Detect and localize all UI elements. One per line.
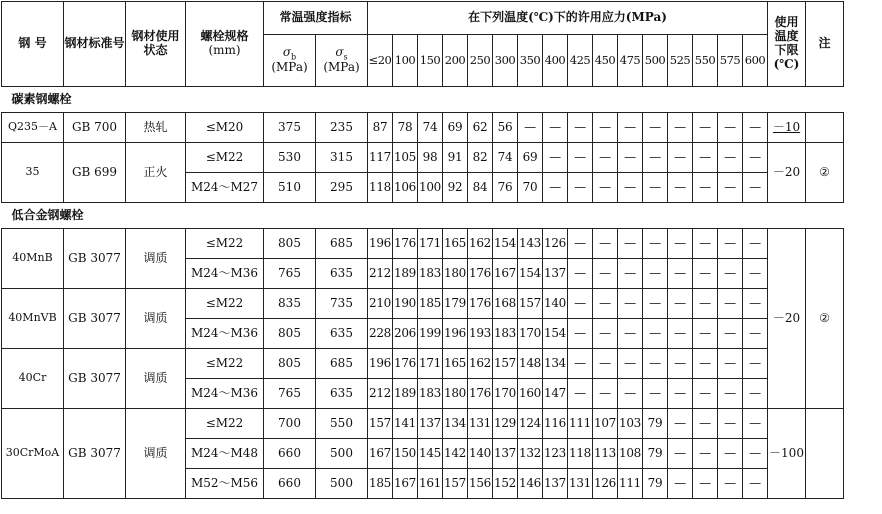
cell-stress: — — [668, 439, 693, 469]
cell-stress: — — [668, 319, 693, 349]
cell-bolt-spec: ≤M22 — [186, 289, 264, 319]
cell-stress: 146 — [518, 469, 543, 499]
cell-stress: 160 — [518, 379, 543, 409]
cell-sigma-b: 375 — [264, 113, 316, 143]
cell-stress: 212 — [368, 379, 393, 409]
cell-stress: — — [568, 379, 593, 409]
cell-sigma-s: 235 — [316, 113, 368, 143]
cell-stress: — — [668, 229, 693, 259]
cell-stress: — — [668, 113, 693, 143]
cell-min-temp: －20 — [768, 143, 806, 203]
cell-stress: — — [618, 229, 643, 259]
cell-sigma-b: 660 — [264, 439, 316, 469]
cell-stress: 137 — [543, 469, 568, 499]
sigma-s-subscript: s — [343, 52, 348, 62]
cell-sigma-b: 805 — [264, 229, 316, 259]
cell-stress: 157 — [368, 409, 393, 439]
cell-stress: 180 — [443, 259, 468, 289]
cell-stress: 137 — [543, 259, 568, 289]
cell-stress: — — [743, 113, 768, 143]
cell-stress: — — [668, 409, 693, 439]
cell-stress: 137 — [493, 439, 518, 469]
header-sigma-s — [316, 35, 368, 87]
cell-stress: — — [743, 469, 768, 499]
cell-stress: 103 — [618, 409, 643, 439]
cell-min-temp: －10 — [768, 113, 806, 143]
cell-stress: — — [718, 113, 743, 143]
cell-stress: — — [718, 259, 743, 289]
cell-sigma-b: 805 — [264, 349, 316, 379]
cell-stress: 145 — [418, 439, 443, 469]
cell-stress: 92 — [443, 173, 468, 203]
cell-stress: 196 — [443, 319, 468, 349]
cell-stress: 111 — [568, 409, 593, 439]
cell-stress: 185 — [368, 469, 393, 499]
cell-stress: 176 — [393, 229, 418, 259]
cell-sigma-b: 765 — [264, 379, 316, 409]
cell-stress: — — [643, 229, 668, 259]
cell-stress: 79 — [643, 409, 668, 439]
table-row — [2, 113, 844, 143]
table-row — [2, 229, 844, 259]
cell-stress: — — [568, 289, 593, 319]
header-sigma-b — [264, 35, 316, 87]
cell-stress: 212 — [368, 259, 393, 289]
cell-stress: 150 — [393, 439, 418, 469]
cell-stress: 126 — [543, 229, 568, 259]
cell-stress: 171 — [418, 229, 443, 259]
cell-sigma-b: 700 — [264, 409, 316, 439]
cell-stress: 157 — [518, 289, 543, 319]
cell-condition: 正火 — [126, 143, 186, 203]
cell-stress: 100 — [418, 173, 443, 203]
cell-stress: — — [693, 173, 718, 203]
cell-stress: 179 — [443, 289, 468, 319]
bolt-allowable-stress-table — [1, 1, 844, 499]
cell-stress: — — [593, 143, 618, 173]
cell-stress: — — [593, 349, 618, 379]
cell-stress: — — [643, 113, 668, 143]
header-temp: 300 — [493, 35, 518, 87]
cell-stress: 199 — [418, 319, 443, 349]
cell-stress: — — [618, 173, 643, 203]
header-bolt-spec-unit: (mm) — [208, 43, 241, 57]
cell-stress: 189 — [393, 379, 418, 409]
header-temp: 525 — [668, 35, 693, 87]
cell-standard: GB 3077 — [64, 349, 126, 409]
cell-stress: — — [693, 319, 718, 349]
cell-stress: — — [568, 173, 593, 203]
cell-grade: Q235－A — [2, 113, 64, 143]
cell-stress: 189 — [393, 259, 418, 289]
cell-note: ② — [806, 143, 844, 203]
cell-stress: 69 — [518, 143, 543, 173]
cell-stress: 161 — [418, 469, 443, 499]
cell-stress: — — [693, 379, 718, 409]
cell-stress: — — [568, 349, 593, 379]
cell-stress: — — [593, 173, 618, 203]
cell-stress: — — [668, 349, 693, 379]
cell-sigma-b: 510 — [264, 173, 316, 203]
cell-stress: — — [593, 319, 618, 349]
header-condition: 钢材使用状态 — [126, 2, 186, 87]
header-temp: 450 — [593, 35, 618, 87]
header-strength-group: 常温强度指标 — [264, 2, 368, 35]
cell-stress: — — [693, 349, 718, 379]
cell-sigma-s: 635 — [316, 259, 368, 289]
cell-stress: — — [743, 409, 768, 439]
sigma-b-unit: (MPa) — [271, 60, 308, 75]
cell-stress: — — [643, 379, 668, 409]
cell-stress: — — [718, 319, 743, 349]
cell-stress: 196 — [368, 229, 393, 259]
sigma-b-symbol: σ — [282, 44, 292, 59]
cell-standard: GB 700 — [64, 113, 126, 143]
cell-stress: — — [743, 319, 768, 349]
cell-stress: 111 — [618, 469, 643, 499]
cell-stress: 106 — [393, 173, 418, 203]
cell-grade: 30CrMoA — [2, 409, 64, 499]
cell-sigma-s: 635 — [316, 319, 368, 349]
cell-stress: 180 — [443, 379, 468, 409]
cell-stress: 98 — [418, 143, 443, 173]
cell-stress: 79 — [643, 439, 668, 469]
cell-stress: — — [668, 143, 693, 173]
cell-stress: — — [668, 379, 693, 409]
cell-stress: — — [693, 439, 718, 469]
cell-stress: 147 — [543, 379, 568, 409]
cell-stress: 228 — [368, 319, 393, 349]
header-temp: 150 — [418, 35, 443, 87]
cell-stress: 143 — [518, 229, 543, 259]
cell-stress: — — [593, 289, 618, 319]
header-temp: 250 — [468, 35, 493, 87]
cell-sigma-s: 500 — [316, 469, 368, 499]
cell-sigma-b: 835 — [264, 289, 316, 319]
header-temp: 550 — [693, 35, 718, 87]
cell-stress: — — [643, 289, 668, 319]
cell-min-temp: －100 — [768, 409, 806, 499]
cell-stress: — — [743, 173, 768, 203]
cell-sigma-s: 315 — [316, 143, 368, 173]
cell-stress: 131 — [468, 409, 493, 439]
cell-bolt-spec: ≤M22 — [186, 229, 264, 259]
cell-stress: 84 — [468, 173, 493, 203]
cell-sigma-b: 765 — [264, 259, 316, 289]
cell-stress: 176 — [468, 259, 493, 289]
cell-bolt-spec: M24～M36 — [186, 319, 264, 349]
header-temp: 400 — [543, 35, 568, 87]
cell-bolt-spec: M24～M48 — [186, 439, 264, 469]
cell-stress: 185 — [418, 289, 443, 319]
cell-stress: 117 — [368, 143, 393, 173]
header-bolt-spec — [186, 2, 264, 87]
cell-stress: 183 — [418, 259, 443, 289]
cell-stress: — — [568, 229, 593, 259]
cell-stress: — — [568, 319, 593, 349]
cell-bolt-spec: ≤M20 — [186, 113, 264, 143]
cell-stress: 210 — [368, 289, 393, 319]
cell-condition: 调质 — [126, 409, 186, 499]
header-temp: 575 — [718, 35, 743, 87]
cell-stress: — — [618, 379, 643, 409]
cell-stress: — — [618, 259, 643, 289]
cell-stress: 176 — [393, 349, 418, 379]
cell-stress: 70 — [518, 173, 543, 203]
cell-stress: 137 — [418, 409, 443, 439]
cell-stress: — — [668, 469, 693, 499]
table-row — [2, 409, 844, 439]
cell-stress: — — [743, 143, 768, 173]
cell-note: ② — [806, 229, 844, 409]
cell-stress: 69 — [443, 113, 468, 143]
cell-stress: — — [743, 289, 768, 319]
cell-grade: 40MnVB — [2, 289, 64, 349]
cell-stress: — — [643, 173, 668, 203]
cell-stress: — — [743, 379, 768, 409]
header-allowable-group: 在下列温度(℃)下的许用应力(MPa) — [368, 2, 768, 35]
table-row — [2, 289, 844, 319]
cell-bolt-spec: M52～M56 — [186, 469, 264, 499]
cell-stress: — — [593, 113, 618, 143]
cell-stress: 156 — [468, 469, 493, 499]
sigma-s-symbol: σ — [335, 44, 344, 59]
section-title: 低合金钢螺栓 — [2, 203, 844, 229]
cell-stress: — — [518, 113, 543, 143]
cell-stress: 168 — [493, 289, 518, 319]
cell-stress: 167 — [368, 439, 393, 469]
cell-stress: 129 — [493, 409, 518, 439]
cell-bolt-spec: M24～M27 — [186, 173, 264, 203]
cell-stress: 87 — [368, 113, 393, 143]
cell-stress: — — [718, 439, 743, 469]
cell-sigma-s: 295 — [316, 173, 368, 203]
cell-stress: 183 — [418, 379, 443, 409]
cell-stress: 123 — [543, 439, 568, 469]
cell-stress: — — [693, 259, 718, 289]
header-temp: 500 — [643, 35, 668, 87]
cell-stress: — — [593, 379, 618, 409]
cell-stress: 190 — [393, 289, 418, 319]
cell-stress: — — [743, 229, 768, 259]
cell-grade: 40Cr — [2, 349, 64, 409]
cell-stress: 162 — [468, 229, 493, 259]
cell-stress: 193 — [468, 319, 493, 349]
cell-stress: — — [718, 143, 743, 173]
cell-stress: 140 — [468, 439, 493, 469]
cell-condition: 调质 — [126, 229, 186, 289]
cell-stress: 113 — [593, 439, 618, 469]
cell-stress: 154 — [543, 319, 568, 349]
table-row — [2, 143, 844, 173]
cell-stress: 79 — [643, 469, 668, 499]
cell-stress: 107 — [593, 409, 618, 439]
cell-grade: 35 — [2, 143, 64, 203]
cell-stress: 74 — [493, 143, 518, 173]
cell-stress: — — [593, 229, 618, 259]
sigma-s-unit: (MPa) — [323, 60, 360, 75]
cell-sigma-s: 635 — [316, 379, 368, 409]
header-temp: ≤20 — [368, 35, 393, 87]
cell-sigma-s: 685 — [316, 349, 368, 379]
cell-stress: — — [718, 229, 743, 259]
cell-stress: — — [543, 143, 568, 173]
cell-stress: 165 — [443, 349, 468, 379]
cell-stress: 134 — [443, 409, 468, 439]
cell-stress: 116 — [543, 409, 568, 439]
cell-stress: 176 — [468, 379, 493, 409]
header-note: 注 — [806, 2, 844, 87]
header-temp: 350 — [518, 35, 543, 87]
header-grade: 钢 号 — [2, 2, 64, 87]
cell-stress: — — [618, 349, 643, 379]
cell-stress: — — [643, 349, 668, 379]
header-min-temp: 使用温度下限(℃) — [768, 2, 806, 87]
cell-sigma-b: 660 — [264, 469, 316, 499]
cell-stress: 126 — [593, 469, 618, 499]
cell-sigma-s: 550 — [316, 409, 368, 439]
cell-stress: 118 — [368, 173, 393, 203]
cell-stress: 170 — [493, 379, 518, 409]
header-temp: 425 — [568, 35, 593, 87]
cell-stress: 131 — [568, 469, 593, 499]
cell-condition: 调质 — [126, 289, 186, 349]
cell-bolt-spec: ≤M22 — [186, 349, 264, 379]
cell-stress: — — [668, 259, 693, 289]
cell-stress: 132 — [518, 439, 543, 469]
header-temp: 200 — [443, 35, 468, 87]
cell-stress: — — [668, 289, 693, 319]
cell-bolt-spec: ≤M22 — [186, 409, 264, 439]
cell-sigma-b: 805 — [264, 319, 316, 349]
cell-stress: — — [668, 173, 693, 203]
cell-bolt-spec: ≤M22 — [186, 143, 264, 173]
cell-sigma-s: 735 — [316, 289, 368, 319]
cell-stress: — — [618, 319, 643, 349]
table-row — [2, 349, 844, 379]
cell-sigma-s: 685 — [316, 229, 368, 259]
cell-standard: GB 3077 — [64, 229, 126, 289]
cell-stress: — — [543, 173, 568, 203]
cell-stress: 140 — [543, 289, 568, 319]
section-title: 碳素钢螺栓 — [2, 87, 844, 113]
header-temp: 475 — [618, 35, 643, 87]
cell-standard: GB 3077 — [64, 409, 126, 499]
cell-stress: — — [693, 143, 718, 173]
cell-stress: — — [718, 379, 743, 409]
cell-sigma-s: 500 — [316, 439, 368, 469]
cell-stress: 56 — [493, 113, 518, 143]
cell-stress: 74 — [418, 113, 443, 143]
cell-stress: — — [693, 113, 718, 143]
cell-stress: — — [618, 289, 643, 319]
cell-stress: 162 — [468, 349, 493, 379]
cell-stress: 183 — [493, 319, 518, 349]
cell-stress: — — [643, 259, 668, 289]
cell-stress: — — [618, 143, 643, 173]
cell-standard: GB 3077 — [64, 289, 126, 349]
cell-stress: — — [743, 439, 768, 469]
header-temp: 100 — [393, 35, 418, 87]
cell-standard: GB 699 — [64, 143, 126, 203]
cell-stress: 167 — [493, 259, 518, 289]
cell-stress: — — [718, 349, 743, 379]
cell-stress: 148 — [518, 349, 543, 379]
cell-stress: 142 — [443, 439, 468, 469]
cell-stress: 154 — [518, 259, 543, 289]
cell-stress: — — [693, 409, 718, 439]
cell-stress: — — [693, 469, 718, 499]
cell-stress: — — [568, 143, 593, 173]
cell-stress: 157 — [493, 349, 518, 379]
cell-stress: 157 — [443, 469, 468, 499]
cell-stress: — — [618, 113, 643, 143]
cell-condition: 调质 — [126, 349, 186, 409]
cell-stress: — — [543, 113, 568, 143]
cell-stress: 141 — [393, 409, 418, 439]
cell-stress: — — [693, 289, 718, 319]
cell-stress: 62 — [468, 113, 493, 143]
cell-stress: 124 — [518, 409, 543, 439]
header-standard: 钢材标准号 — [64, 2, 126, 87]
cell-stress: 82 — [468, 143, 493, 173]
cell-stress: 170 — [518, 319, 543, 349]
cell-stress: 108 — [618, 439, 643, 469]
cell-stress: — — [643, 143, 668, 173]
cell-stress: 105 — [393, 143, 418, 173]
cell-stress: — — [718, 173, 743, 203]
cell-stress: 154 — [493, 229, 518, 259]
header-bolt-spec-label: 螺栓规格 — [200, 29, 249, 44]
cell-stress: — — [718, 289, 743, 319]
cell-stress: 152 — [493, 469, 518, 499]
cell-stress: 118 — [568, 439, 593, 469]
cell-stress: 91 — [443, 143, 468, 173]
cell-bolt-spec: M24～M36 — [186, 379, 264, 409]
cell-bolt-spec: M24～M36 — [186, 259, 264, 289]
cell-stress: — — [568, 113, 593, 143]
cell-sigma-b: 530 — [264, 143, 316, 173]
cell-stress: 165 — [443, 229, 468, 259]
cell-stress: — — [743, 349, 768, 379]
cell-note — [806, 113, 844, 143]
cell-stress: 206 — [393, 319, 418, 349]
cell-stress: 167 — [393, 469, 418, 499]
cell-stress: — — [718, 469, 743, 499]
cell-stress: — — [593, 259, 618, 289]
cell-note — [806, 409, 844, 499]
cell-stress: 76 — [493, 173, 518, 203]
cell-stress: 134 — [543, 349, 568, 379]
cell-stress: — — [643, 319, 668, 349]
cell-stress: 176 — [468, 289, 493, 319]
cell-stress: 171 — [418, 349, 443, 379]
cell-min-temp: －20 — [768, 229, 806, 409]
sigma-b-subscript: b — [291, 52, 297, 62]
cell-stress: — — [743, 259, 768, 289]
cell-condition: 热轧 — [126, 113, 186, 143]
cell-stress: — — [693, 229, 718, 259]
cell-grade: 40MnB — [2, 229, 64, 289]
cell-stress: — — [568, 259, 593, 289]
cell-stress: — — [718, 409, 743, 439]
header-temp: 600 — [743, 35, 768, 87]
cell-stress: 196 — [368, 349, 393, 379]
cell-stress: 78 — [393, 113, 418, 143]
